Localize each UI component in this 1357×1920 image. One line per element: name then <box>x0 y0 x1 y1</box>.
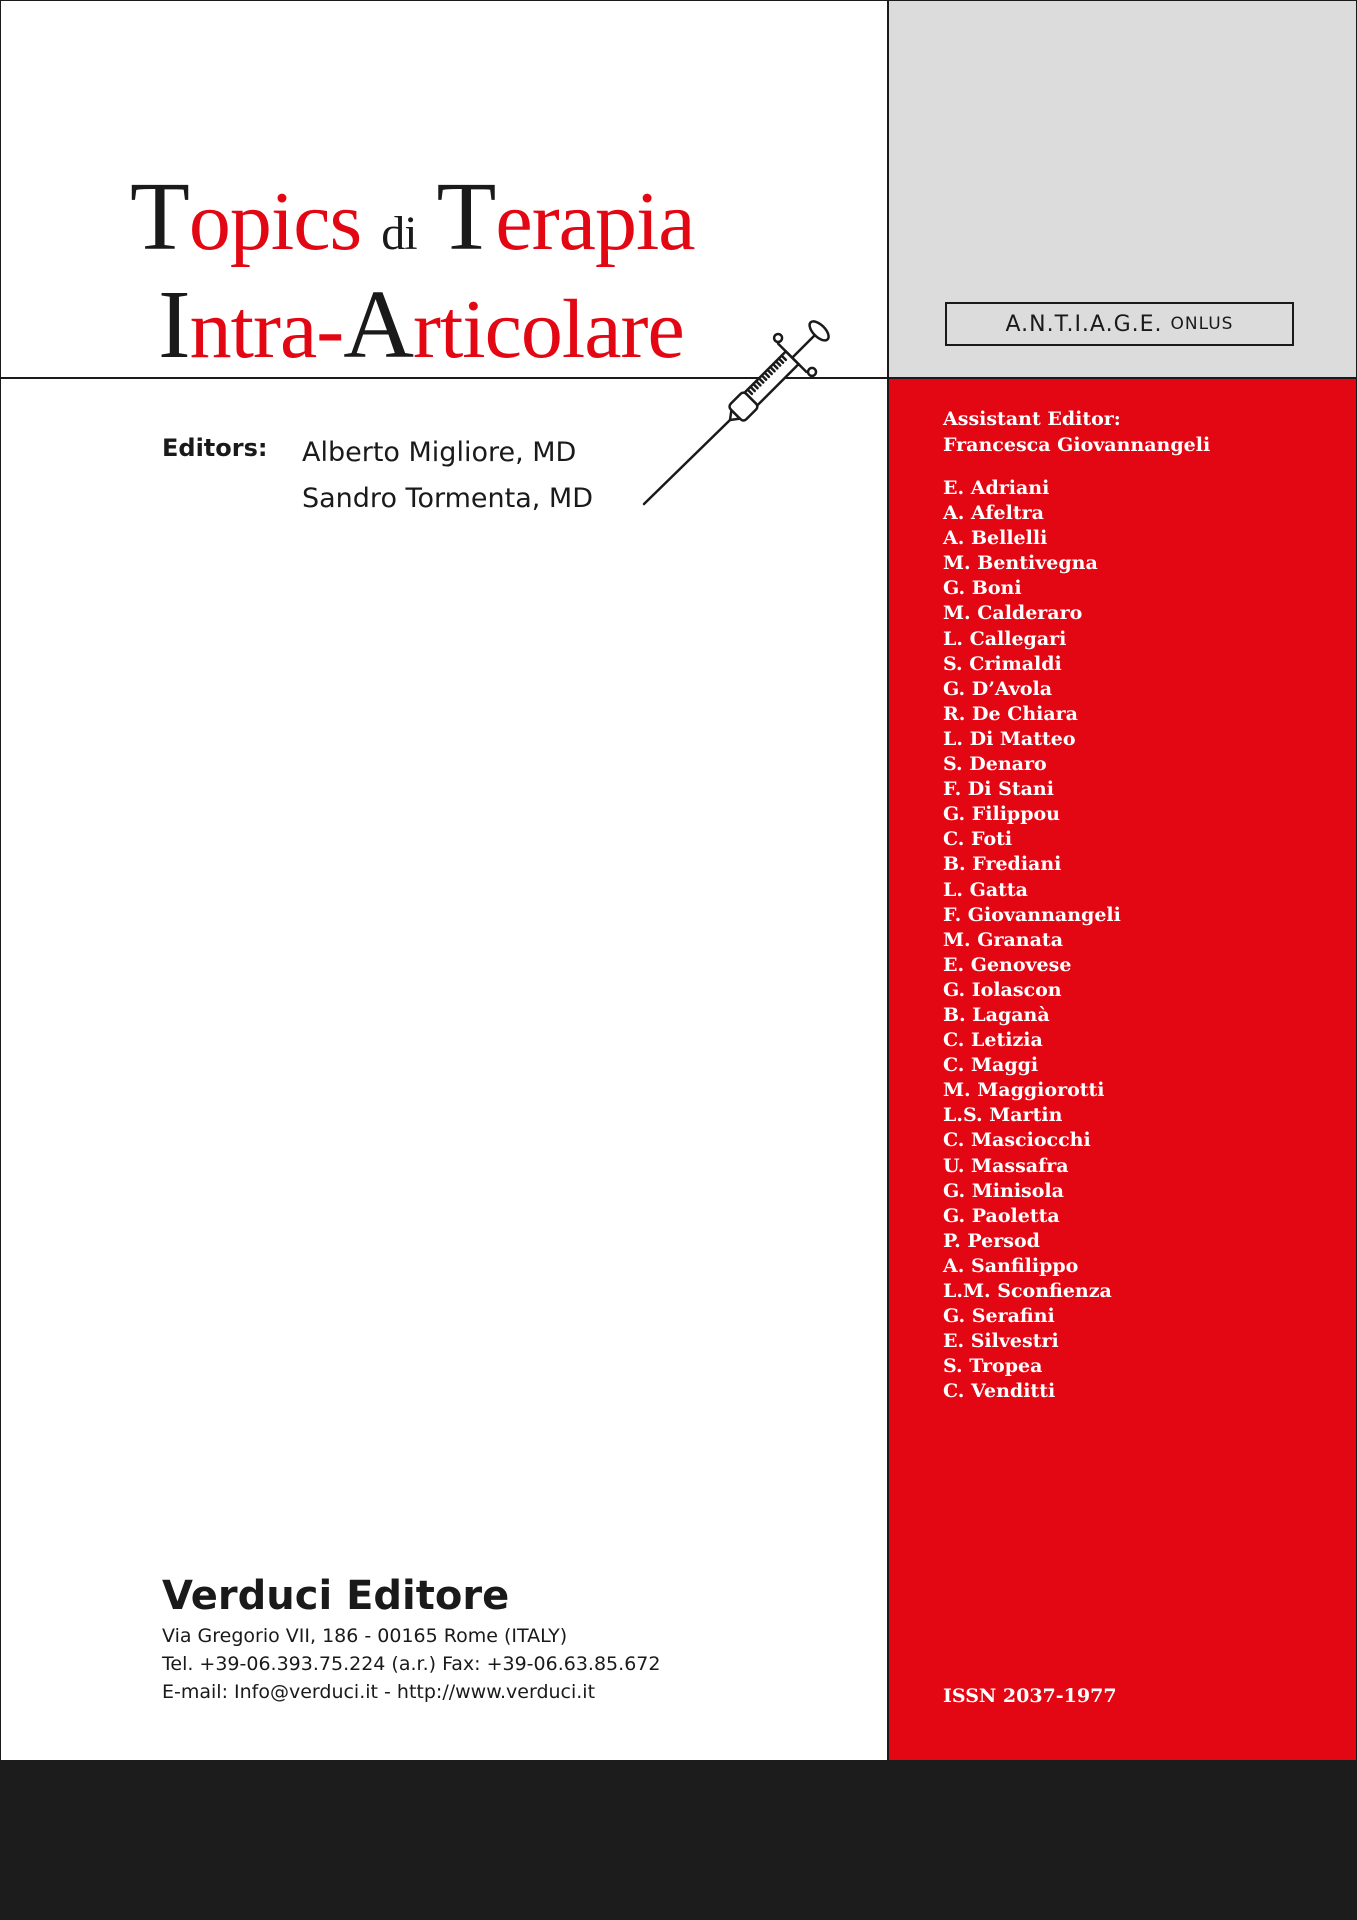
contributor-item: C. Foti <box>943 828 1013 851</box>
contributor-item: L. Gatta <box>943 878 1028 901</box>
editor-name: Sandro Tormenta, MD <box>302 483 594 514</box>
badge-suffix-text: ONLUS <box>1170 314 1234 334</box>
contributor-item: M. Granata <box>943 928 1064 951</box>
badge-main-text: A.N.T.I.A.G.E. <box>1005 311 1163 337</box>
contributor-item: C. Letizia <box>943 1029 1043 1052</box>
contributor-item: G. Serafini <box>943 1305 1055 1328</box>
title-initial-i: I <box>158 271 190 379</box>
contributor-item: G. Filippou <box>943 803 1060 826</box>
contributor-item: L. Callegari <box>943 627 1067 650</box>
contributor-item: U. Massafra <box>943 1154 1069 1177</box>
vertical-divider <box>887 0 889 1760</box>
contributor-item: F. Di Stani <box>943 778 1054 801</box>
title-word-intra: ntra- <box>189 283 344 376</box>
title-line-1 <box>130 163 695 271</box>
contributor-item: S. Crimaldi <box>943 652 1062 675</box>
contributor-item: M. Calderaro <box>943 602 1083 625</box>
contributor-item: G. D’Avola <box>943 677 1053 700</box>
publisher-block <box>162 1570 660 1706</box>
syringe-icon <box>640 280 870 510</box>
contributor-item: G. Boni <box>943 577 1022 600</box>
editor-name: Alberto Migliore, MD <box>302 437 577 468</box>
contributor-item: C. Venditti <box>943 1380 1056 1403</box>
contributors-sidebar <box>943 406 1210 1404</box>
publisher-name: Verduci Editore <box>162 1573 510 1619</box>
editors-label: Editors: <box>162 434 268 462</box>
contributor-item: L.S. Martin <box>943 1104 1063 1127</box>
title-line-2 <box>130 271 695 379</box>
contributor-item: L.M. Sconfienza <box>943 1280 1112 1302</box>
title-word-terapia: erapia <box>495 175 695 268</box>
contributor-item: S. Denaro <box>943 753 1047 776</box>
title-word-topics: opics <box>188 175 362 268</box>
cover-title <box>130 163 695 379</box>
title-word-articolare: rticolare <box>413 283 684 376</box>
contributor-item: P. Persod <box>943 1229 1040 1252</box>
title-initial-a: A <box>343 271 413 379</box>
contributor-item: F. Giovannangeli <box>943 903 1121 926</box>
assistant-editor-name: Francesca Giovannangeli <box>943 434 1211 456</box>
publisher-phone: Tel. +39-06.393.75.224 (a.r.) Fax: +39-06.63.85.672 <box>162 1653 661 1675</box>
title-initial-t2: T <box>436 163 496 271</box>
title-word-di: di <box>381 207 417 260</box>
title-initial-t: T <box>130 163 189 271</box>
publisher-contact: E-mail: Info@verduci.it - http://www.verduci.it <box>162 1681 596 1703</box>
contributor-item: A. Afeltra <box>943 502 1044 525</box>
antiage-badge <box>945 302 1294 346</box>
contributor-item: M. Maggiorotti <box>943 1079 1105 1102</box>
contributor-item: E. Adriani <box>943 477 1050 499</box>
issn-number: ISSN 2037-1977 <box>943 1685 1117 1707</box>
contributor-item: E. Silvestri <box>943 1330 1059 1353</box>
contributor-item: G. Minisola <box>943 1179 1064 1202</box>
contributor-item: B. Laganà <box>943 1003 1050 1026</box>
contributor-item: L. Di Matteo <box>943 727 1076 750</box>
contributor-list <box>943 476 1210 1404</box>
assistant-editor-label: Assistant Editor: <box>943 408 1121 430</box>
bottom-band <box>0 1760 1357 1920</box>
contributor-item: A. Bellelli <box>943 527 1048 550</box>
editors-names <box>302 430 593 522</box>
contributor-item: A. Sanfilippo <box>943 1254 1079 1277</box>
contributor-item: S. Tropea <box>943 1355 1043 1378</box>
contributor-item: C. Maggi <box>943 1054 1039 1077</box>
contributor-item: R. De Chiara <box>943 702 1078 725</box>
contributor-item: G. Iolascon <box>943 978 1062 1001</box>
publisher-address: Via Gregorio VII, 186 - 00165 Rome (ITALY) <box>162 1625 568 1647</box>
contributor-item: B. Frediani <box>943 853 1062 876</box>
contributor-item: E. Genovese <box>943 953 1072 976</box>
contributor-item: G. Paoletta <box>943 1204 1060 1227</box>
contributor-item: M. Bentivegna <box>943 552 1098 575</box>
contributor-item: C. Masciocchi <box>943 1129 1091 1152</box>
